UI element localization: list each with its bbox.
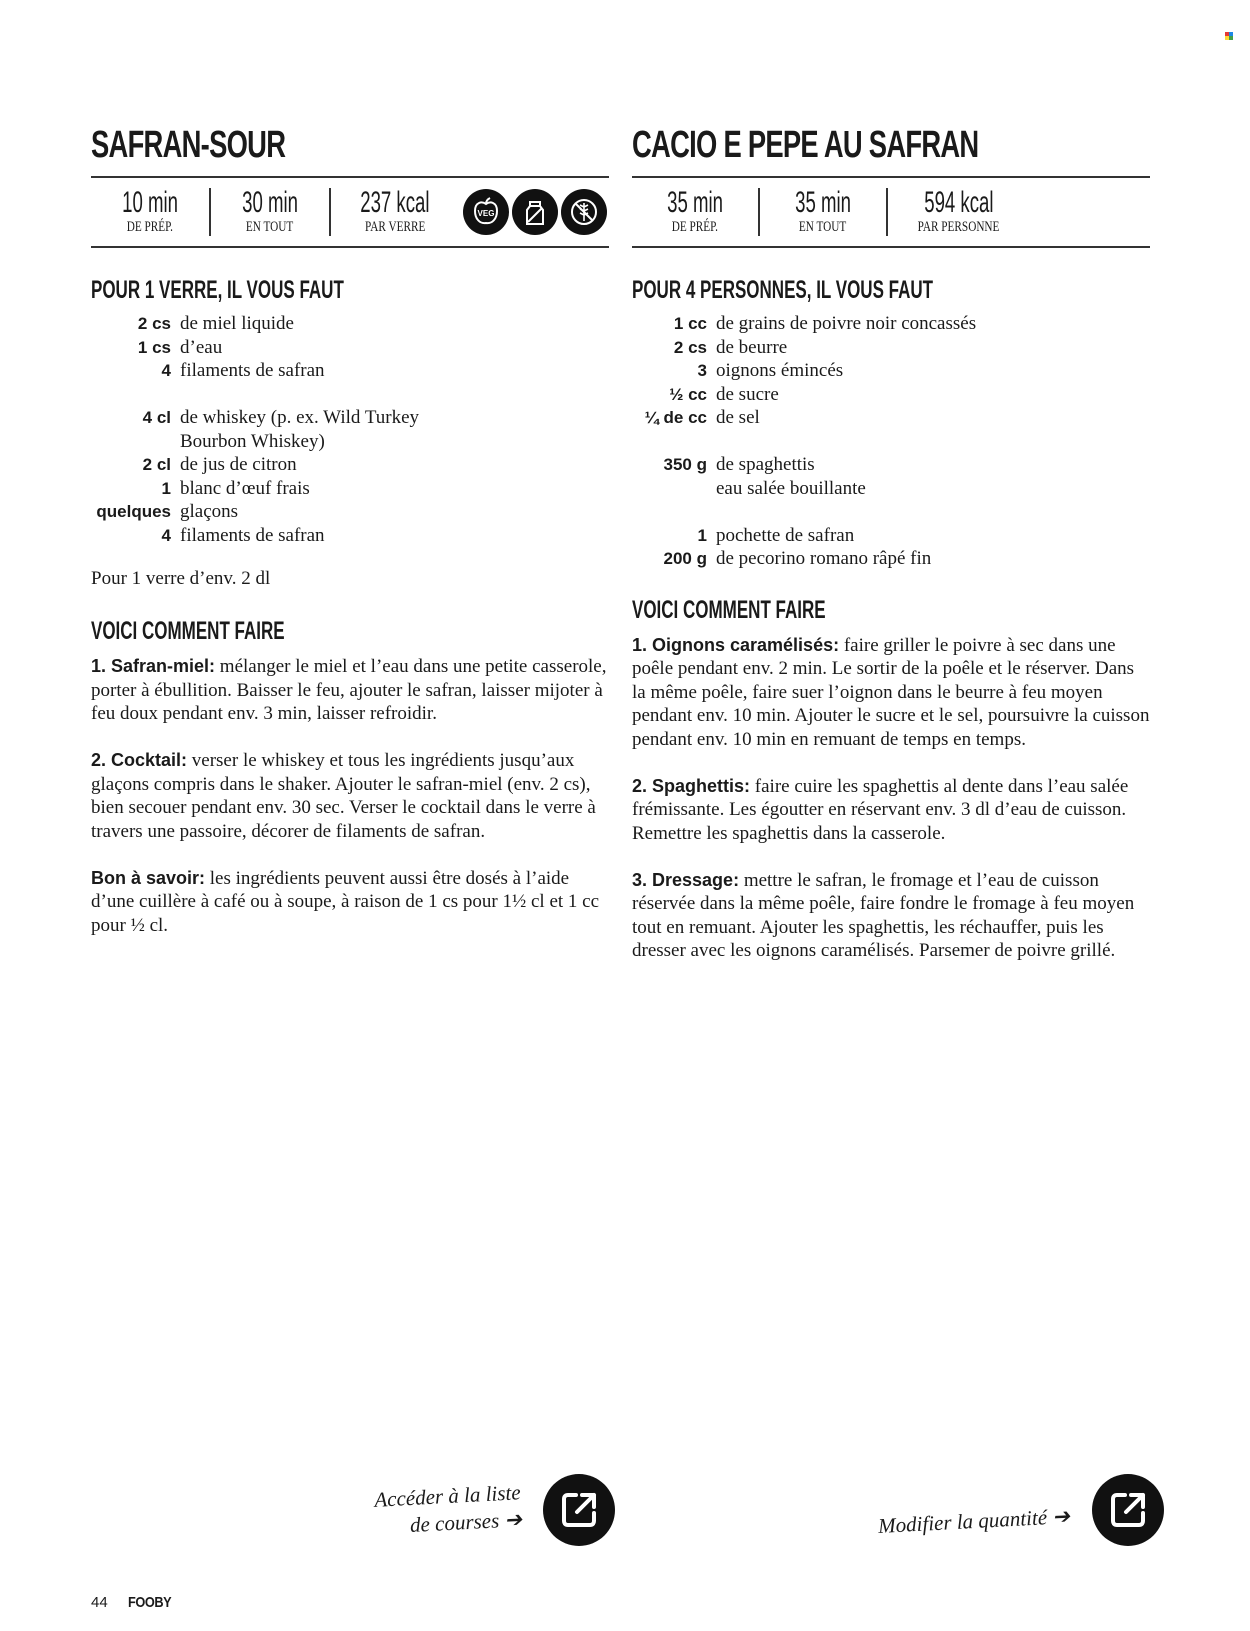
method-heading: VOICI COMMENT FAIRE [632, 595, 826, 624]
method-step: 1. Safran-miel: mélanger le miel et l’eau dans une petite casserole, porter à ébullition. Baisser le feu, ajouter le safran, laisser mijoter à feu doux pendant env. 3 min, laisser refroidir. [91, 656, 607, 724]
total-time: 30 min EN TOUT [209, 188, 329, 236]
calories: 594 kcal PAR PERSONNE [886, 188, 1030, 236]
shopping-list-label: Accéder à la liste de courses ➔ [373, 1480, 523, 1538]
ingredient-row: 350 g de spaghettis [663, 454, 815, 475]
ingredient-row: 2 cs de miel liquide [137, 313, 294, 334]
external-link-button[interactable] [1092, 1474, 1164, 1546]
ingredients-list [632, 312, 1150, 571]
ingredient-row: 3 oignons émincés [697, 360, 844, 381]
vegetarian-apple-icon [463, 189, 509, 235]
calories: 237 kcal PAR VERRE [329, 188, 459, 236]
method-step: 3. Dressage: mettre le safran, le fromage et l’eau de cuisson réservée dans la même poêle, faire fondre le fromage à feu moyen tout en remuant. Ajouter les spaghettis, les réchauffer, puis les dresser avec les oignons caramélisés. Parsemer de poivre grillé. [632, 869, 1135, 961]
method-steps [632, 634, 1150, 963]
tip-note: Bon à savoir: les ingrédients peuvent aussi être dosés à l’aide d’une cuillère à café ou à soupe, à raison de 1 cs pour 1½ cl et 1 cc pour ½ cl. [91, 867, 600, 936]
shopping-list-link[interactable] [375, 1474, 615, 1546]
ingredients-heading: POUR 1 VERRE, IL VOUS FAUT [91, 276, 344, 304]
page-footer [91, 1594, 179, 1611]
method-step: 2. Spaghettis: faire cuire les spaghettis al dente dans l’eau salée frémissante. Les égoutter en réservant env. 3 dl d’eau de cuisson. Remettre les spaghettis dans la casserole. [632, 775, 1129, 844]
svg-text:VEG: VEG [477, 209, 495, 218]
external-link-icon [1105, 1487, 1151, 1533]
print-registration-mark [1225, 32, 1233, 40]
ingredients-list [91, 312, 609, 547]
diet-icons [463, 189, 607, 235]
method-step: 1. Oignons caramélisés: faire griller le poivre à sec dans une poêle pendant env. 2 min. Le sortir de la poêle et le réserver. Dans la même poêle, faire suer l’oignon dans le beurre à feu moyen pendant env. 10 min. Ajouter le sucre et le sel, poursuivre la cuisson pendant env. 10 min en remuant de temps en temps. [632, 634, 1150, 750]
ingredient-row: 4 filaments de safran [161, 360, 325, 381]
ingredient-row: 1 cs d’eau [137, 336, 223, 358]
ingredient-row: 2 cs de beurre [673, 336, 788, 358]
modify-quantity-label: Modifier la quantité ➔ [877, 1503, 1071, 1538]
ingredient-row: 1 cc de grains de poivre noir concassés [673, 313, 977, 334]
modify-quantity-link[interactable] [878, 1474, 1164, 1546]
prep-time: 35 min DE PRÉP. [667, 186, 723, 235]
ingredient-row: eau salée bouillante [716, 477, 866, 499]
ingredient-row: ¼ de cc de sel [644, 407, 760, 428]
recipe-safran-sour [91, 118, 609, 961]
brand-logo: FOOBY [127, 1594, 171, 1611]
method-step: 2. Cocktail: verser le whiskey et tous les ingrédients jusqu’aux glaçons compris dans le shaker. Ajouter le safran-miel (env. 2 cs), bien secouer pendant env. 30 sec. Verser le cocktail dans le verre à travers une passoire, décorer de filaments de safran. [91, 750, 596, 842]
recipe-title: CACIO E PEPE AU SAFRAN [632, 124, 979, 166]
method-steps [91, 655, 609, 937]
recipe-stats-bar [632, 176, 1150, 248]
ingredient-row: 4 filaments de safran [161, 524, 325, 546]
method-heading: VOICI COMMENT FAIRE [91, 617, 285, 645]
recipe-cacio-e-pepe [632, 118, 1150, 986]
prep-time: 10 min DE PRÉP. [122, 186, 178, 235]
ingredient-row: 1 blanc d’œuf frais [161, 477, 310, 499]
page-number: 44 [91, 1594, 108, 1611]
lactose-free-icon [512, 189, 558, 235]
ingredient-row: 1 pochette de safran [697, 524, 855, 546]
ingredient-row: 200 g de pecorino romano râpé fin [663, 548, 932, 569]
external-link-button[interactable] [543, 1474, 615, 1546]
recipe-title: SAFRAN-SOUR [91, 124, 286, 166]
ingredient-row: quelques glaçons [96, 501, 239, 522]
yield-note: Pour 1 verre d’env. 2 dl [91, 568, 271, 589]
total-time: 35 min EN TOUT [758, 188, 886, 236]
gluten-free-icon [561, 189, 607, 235]
recipe-stats-bar [91, 176, 609, 248]
ingredient-row: 2 cl de jus de citron [142, 454, 297, 475]
ingredient-row: 4 cl de whiskey (p. ex. Wild Turkey Bourbon Whiskey) [142, 407, 420, 452]
external-link-icon [556, 1487, 602, 1533]
ingredients-heading: POUR 4 PERSONNES, IL VOUS FAUT [632, 276, 934, 304]
ingredient-row: ½ cc de sucre [669, 383, 779, 405]
